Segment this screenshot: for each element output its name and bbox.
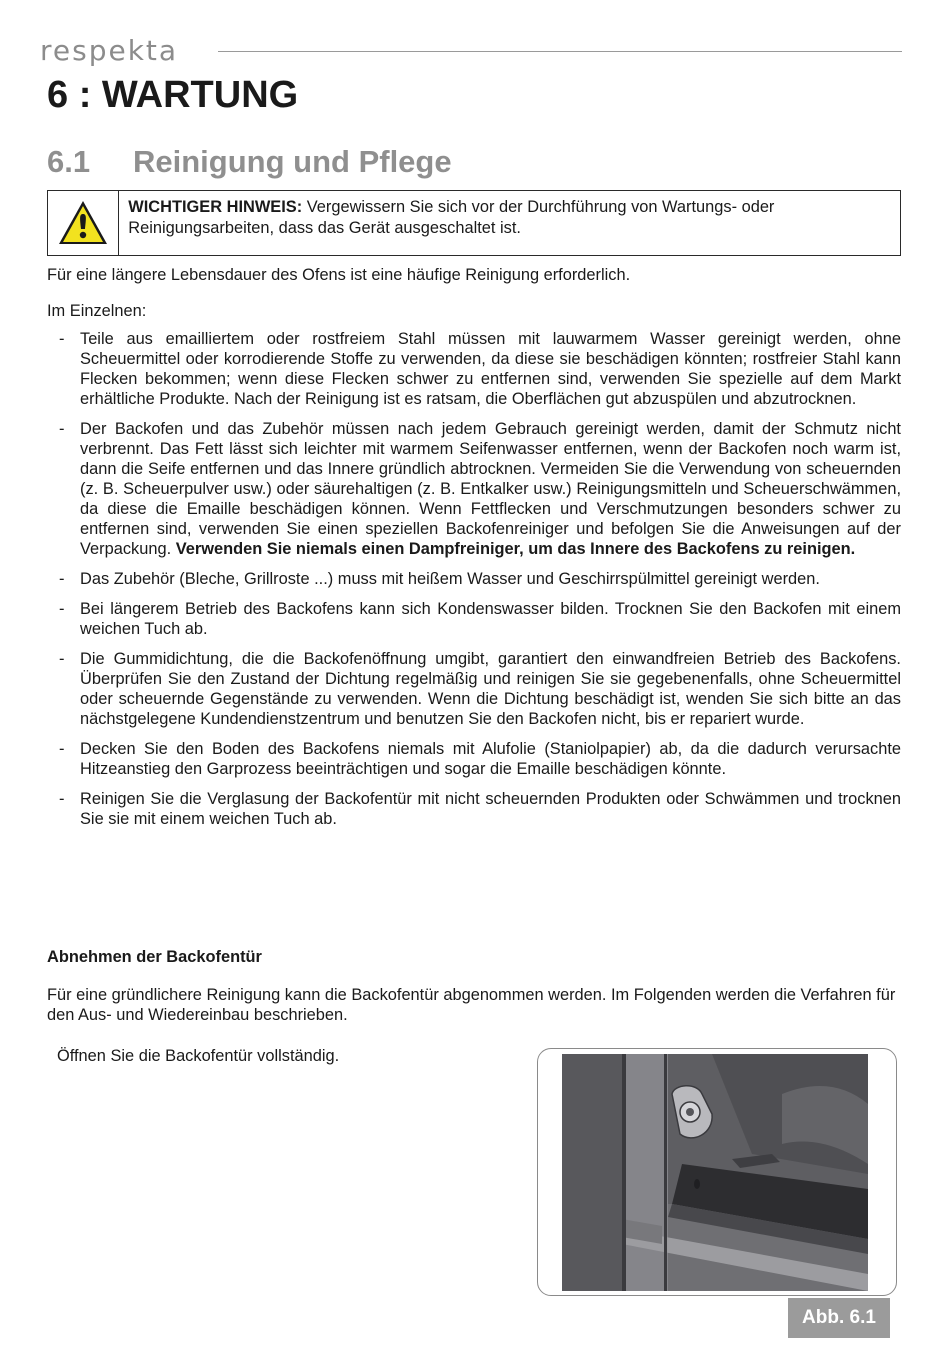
notice-body: Vergewissern Sie sich vor der Durchführung von Wartungs- oder Reinigungsarbeiten, dass das Gerät ausgeschaltet ist. xyxy=(128,198,775,237)
step-1-text: Öffnen Sie die Backofentür vollständig. xyxy=(57,1047,340,1065)
chapter-title: 6 : WARTUNG xyxy=(47,74,299,116)
list-item-warning: Verwenden Sie niemals einen Dampfreiniger, um das Innere des Backofens zu reinigen. xyxy=(175,540,856,558)
bullet-marker: - xyxy=(59,330,65,348)
section-heading xyxy=(47,140,452,184)
list-item-text: Der Backofen und das Zubehör müssen nach jedem Gebrauch gereinigt werden, damit der Schmutz nicht verbrennt. Das Fett lässt sich leichter mit warmem Seifenwasser entfernen, wenn der Backofen noch warm ist, dann die Seife entfernen und das Innere gründlich abtrocknen. Vermeiden Sie die Verwendung von scheuernden (z. B. Scheuerpulver usw.) oder säurehaltigen (z. B. Entkalker usw.) Reinigungsmitteln und Scheuerschwämmen, da diese die Emaille beschädigen können. Wenn Fettflecken und Verschmutzungen besonders schwer zu entfernen sind, verwenden Sie einen speziellen Backofenreiniger und befolgen Sie die Anweisungen auf der Verpackung. xyxy=(80,420,901,558)
list-item xyxy=(47,649,901,729)
list-item xyxy=(47,419,901,559)
list-item-text: Das Zubehör (Bleche, Grillroste ...) muss mit heißem Wasser und Geschirrspülmittel gereinigt werden. xyxy=(80,570,820,588)
header-rule xyxy=(218,51,902,52)
figure-frame xyxy=(537,1048,897,1296)
bullet-marker: - xyxy=(59,740,65,758)
section-title: Reinigung und Pflege xyxy=(133,144,452,179)
door-removal-heading: Abnehmen der Backofentür xyxy=(47,948,262,966)
list-item xyxy=(47,329,901,409)
list-item-text: Decken Sie den Boden des Backofens niemals mit Alufolie (Staniolpapier) ab, da die dadurch verursachte Hitzeanstieg den Garprozess beeinträchtigen und sogar die Emaille beschädigen könnte. xyxy=(80,740,901,778)
notice-text xyxy=(119,191,900,255)
figure-label: Abb. 6.1 xyxy=(788,1298,890,1338)
important-notice-box xyxy=(47,190,901,256)
cleaning-list xyxy=(47,329,901,839)
list-item-text: Die Gummidichtung, die die Backofenöffnung umgibt, garantiert den einwandfreien Betrieb des Backofens. Überprüfen Sie den Zustand der Dichtung regelmäßig und reinigen Sie sie gegebenenfalls, ohne Scheuermittel oder scheuernde Gegenstände zu verwenden. Wenn die Dichtung beschädigt ist, wenden Sie sich bitte an das nächstgelegene Kundendienstzentrum und benutzen Sie den Backofen nicht, bis er repariert wurde. xyxy=(80,650,901,728)
list-item xyxy=(47,739,901,779)
warning-triangle-icon xyxy=(57,199,109,247)
bullet-marker: - xyxy=(59,600,65,618)
door-removal-intro: Für eine gründlichere Reinigung kann die Backofentür abgenommen werden. Im Folgenden werden die Verfahren für den Aus- und Wiedereinbau beschrieben. xyxy=(47,986,896,1024)
list-item-text: Reinigen Sie die Verglasung der Backofentür mit nicht scheuernden Produkten oder Schwämmen und trocknen Sie sie mit einem weichen Tuch ab. xyxy=(80,790,901,828)
list-item xyxy=(47,789,901,829)
oven-door-hinge-illustration xyxy=(562,1054,868,1291)
notice-label: WICHTIGER HINWEIS: xyxy=(128,198,303,216)
bullet-marker: - xyxy=(59,570,65,588)
bullet-marker: - xyxy=(59,420,65,438)
list-item xyxy=(47,599,901,639)
list-item-text: Bei längerem Betrieb des Backofens kann sich Kondenswasser bilden. Trocknen Sie den Backofen mit einem weichen Tuch ab. xyxy=(80,600,901,638)
bullet-marker: - xyxy=(59,650,65,668)
notice-icon-cell xyxy=(48,191,119,255)
list-item-text: Teile aus emailliertem oder rostfreiem Stahl müssen mit lauwarmem Wasser gereinigt werden, ohne Scheuermittel oder korrodierende Stoffe zu verwenden, da diese sie beschädigen könnten; rostfreier Stahl kann Flecken bekommen; wenn diese Flecken schwer zu entfernen sind, verwenden Sie spezielle auf dem Markt erhältliche Produkte. Nach der Reinigung ist es ratsam, die Oberflächen gut abzuspülen und abzutrocknen. xyxy=(80,330,901,408)
detail-lead: Im Einzelnen: xyxy=(47,302,147,320)
brand-logo: respekta xyxy=(40,34,179,67)
intro-paragraph: Für eine längere Lebensdauer des Ofens ist eine häufige Reinigung erforderlich. xyxy=(47,266,631,284)
list-item xyxy=(47,569,901,589)
bullet-marker: - xyxy=(59,790,65,808)
section-number: 6.1 xyxy=(47,144,91,179)
header xyxy=(40,34,902,68)
